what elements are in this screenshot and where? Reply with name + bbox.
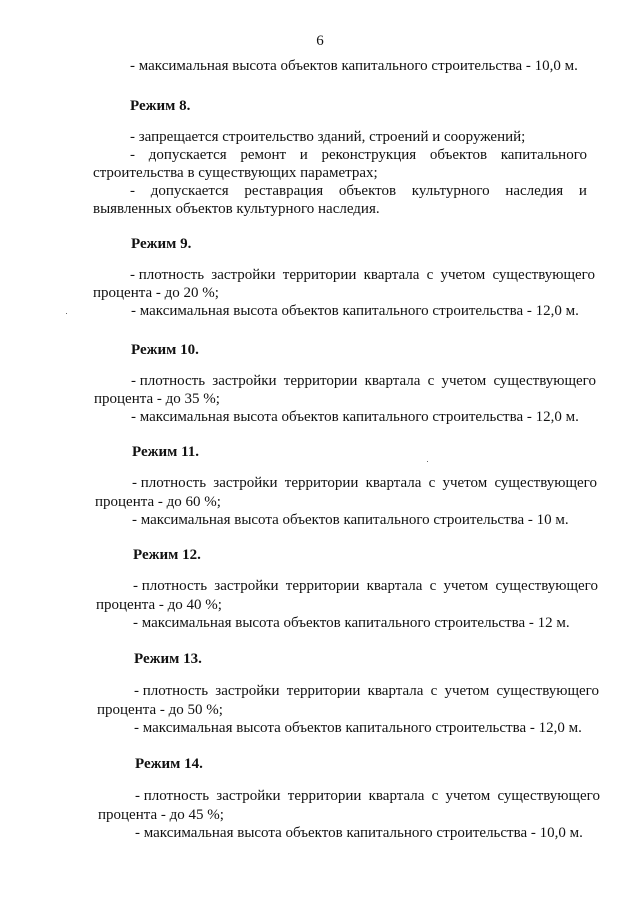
regime-11-density-cont: процента - до 60 %; [95, 494, 221, 510]
word: - плотность [134, 683, 209, 699]
word: объектов [338, 183, 397, 199]
word: застройки [212, 373, 277, 389]
word: реставрация [244, 183, 324, 199]
regime-13-density-cont: процента - до 50 %; [97, 702, 223, 718]
regime-8-item-prohibited: - запрещается строительство зданий, строений и сооружений; [130, 129, 526, 145]
word: застройки [214, 578, 279, 594]
word: с [429, 578, 437, 594]
word: существующего [492, 267, 595, 283]
scan-speck [66, 313, 67, 314]
word: наследия [505, 183, 564, 199]
word: с [430, 683, 438, 699]
regime-11-height: - максимальная высота объектов капитального строительства - 10 м. [132, 512, 569, 528]
word: и [578, 183, 587, 199]
regime-8-item-restoration [130, 182, 587, 200]
regime-8-heading: Режим 8. [130, 98, 191, 114]
regime-11-heading: Режим 11. [132, 444, 200, 460]
word: квартала [366, 578, 423, 594]
word: - плотность [135, 788, 210, 804]
word: учетом [440, 267, 486, 283]
regime-14-density [135, 787, 600, 805]
word: с [427, 373, 435, 389]
word: территории [282, 267, 357, 283]
regime-9-heading: Режим 9. [131, 236, 192, 252]
regime-10-height: - максимальная высота объектов капитального строительства - 12,0 м. [131, 409, 579, 425]
word: существующего [495, 578, 598, 594]
regime-14-heading: Режим 14. [135, 756, 203, 772]
word: застройки [216, 788, 281, 804]
regime-12-density [133, 577, 598, 595]
regime-8-item-repair [130, 146, 587, 164]
page-number: 6 [316, 33, 324, 49]
word: территории [283, 373, 358, 389]
word: - плотность [130, 267, 205, 283]
word: - [130, 147, 135, 163]
regime-9-height: - максимальная высота объектов капитального строительства - 12,0 м. [131, 303, 579, 319]
regime-13-heading: Режим 13. [134, 651, 202, 667]
word: и [299, 147, 308, 163]
word: капитального [500, 147, 587, 163]
regime-9-density-cont: процента - до 20 %; [93, 285, 219, 301]
word: - [130, 183, 135, 199]
word: учетом [444, 683, 490, 699]
word: территории [286, 683, 361, 699]
word: учетом [443, 578, 489, 594]
word: объектов [429, 147, 488, 163]
regime-9-density [130, 266, 595, 284]
word: допускается [150, 183, 229, 199]
regime-8-item-repair-cont: строительства в существующих параметрах; [93, 165, 378, 181]
word: квартала [367, 683, 424, 699]
word: - плотность [133, 578, 208, 594]
regime-12-density-cont: процента - до 40 %; [96, 597, 222, 613]
regime-14-density-cont: процента - до 45 %; [98, 807, 224, 823]
word: территории [284, 475, 359, 491]
word: квартала [364, 373, 421, 389]
word: существующего [496, 683, 599, 699]
word: реконструкция [321, 147, 417, 163]
word: - плотность [132, 475, 207, 491]
word: учетом [441, 373, 487, 389]
word: с [431, 788, 439, 804]
word: квартала [363, 267, 420, 283]
word: застройки [215, 683, 280, 699]
regime-14-height: - максимальная высота объектов капитального строительства - 10,0 м. [135, 825, 583, 841]
word: учетом [445, 788, 491, 804]
word: с [426, 267, 434, 283]
word: учетом [442, 475, 488, 491]
word: культурного [411, 183, 490, 199]
regime-12-heading: Режим 12. [133, 547, 201, 563]
word: существующего [494, 475, 597, 491]
word: допускается [148, 147, 227, 163]
word: застройки [213, 475, 278, 491]
word: существующего [497, 788, 600, 804]
intro-height-line: - максимальная высота объектов капитального строительства - 10,0 м. [130, 58, 578, 74]
regime-13-density [134, 682, 599, 700]
word: застройки [211, 267, 276, 283]
regime-13-height: - максимальная высота объектов капитального строительства - 12,0 м. [134, 720, 582, 736]
regime-8-item-restoration-cont: выявленных объектов культурного наследия. [93, 201, 380, 217]
word: квартала [365, 475, 422, 491]
regime-11-density [132, 474, 597, 492]
regime-10-density-cont: процента - до 35 %; [94, 391, 220, 407]
word: с [428, 475, 436, 491]
word: ремонт [240, 147, 287, 163]
scan-speck [427, 461, 428, 462]
word: территории [287, 788, 362, 804]
word: квартала [368, 788, 425, 804]
word: территории [285, 578, 360, 594]
regime-10-heading: Режим 10. [131, 342, 199, 358]
regime-12-height: - максимальная высота объектов капитального строительства - 12 м. [133, 615, 570, 631]
word: существующего [493, 373, 596, 389]
regime-10-density [131, 372, 596, 390]
word: - плотность [131, 373, 206, 389]
